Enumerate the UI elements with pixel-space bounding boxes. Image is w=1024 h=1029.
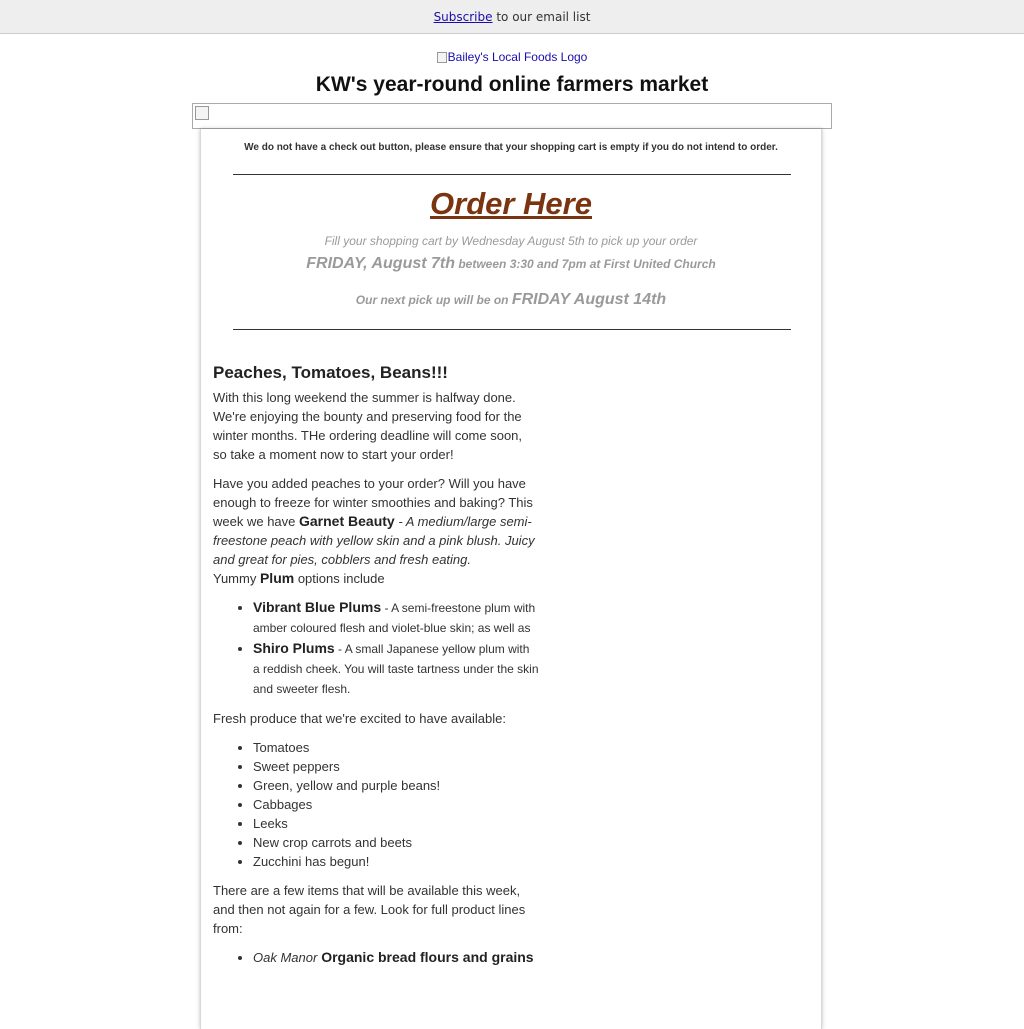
peach-paragraph (213, 474, 539, 588)
list-item: • Tomatoes (253, 738, 539, 757)
plum-word: Plum (259, 570, 295, 586)
next-pickup-prefix: Our next pick up will be on (355, 293, 512, 307)
peach-description: - A medium/large semi-freestone peach with yellow skin and a pink blush. Juicy and great for pies, cobblers and fresh eating. (213, 514, 535, 567)
subscribe-bar (0, 0, 1024, 34)
broken-image-icon (195, 106, 209, 120)
pickup-details: between 3:30 and 7pm at First United Church (455, 257, 716, 271)
divider (233, 174, 791, 175)
few-items-paragraph: There are a few items that will be available this week, and then not again for a few. Look for full product lines from: (213, 883, 526, 936)
order-here-link[interactable]: Order Here (430, 186, 592, 221)
plum-description: - A semi-freestone plum with amber coloured flesh and violet-blue skin; as well as (253, 601, 536, 635)
plum-name: Vibrant Blue Plums (253, 599, 382, 615)
pickup-day: FRIDAY, August 7th (306, 255, 456, 272)
list-item: • Zucchini has begun! (253, 852, 539, 871)
newsletter-body (200, 129, 822, 1029)
broken-image-icon (437, 52, 447, 63)
list-item: • New crop carrots and beets (253, 833, 539, 852)
article-heading: Peaches, Tomatoes, Beans!!! (213, 363, 448, 382)
pickup-info (201, 253, 821, 275)
plum-list (213, 598, 539, 699)
subscribe-bar-text: to our email list (492, 10, 591, 24)
list-item: • Leeks (253, 814, 539, 833)
product-source: Oak Manor (253, 950, 318, 965)
peach-text: Have you added peaches to your order? Will you have enough to freeze for winter smoothies and baking? This week we have (213, 476, 533, 529)
next-pickup-day: FRIDAY August 14th (511, 291, 667, 308)
checkout-notice: We do not have a check out button, please ensure that your shopping cart is empty if you do not intend to order. (244, 142, 778, 153)
produce-list (213, 738, 539, 871)
next-pickup-info (201, 289, 821, 311)
plum-description: - A small Japanese yellow plum with a reddish cheek. You will taste tartness under the skin and sweeter flesh. (253, 642, 539, 696)
logo-alt-text: Bailey's Local Foods Logo (447, 50, 588, 64)
subscribe-link[interactable]: Subscribe (433, 10, 493, 24)
site-title: KW's year-round online farmers market (315, 73, 709, 96)
produce-intro: Fresh produce that we're excited to have available: (213, 711, 506, 726)
list-item: • Cabbages (253, 795, 539, 814)
plum-prefix: Yummy (213, 571, 260, 586)
divider (233, 329, 791, 330)
plum-name: Shiro Plums (253, 640, 335, 656)
banner-image (192, 103, 832, 129)
product-line-name: Organic bread flours and grains (317, 949, 534, 965)
article-intro: With this long weekend the summer is halfway done. We're enjoying the bounty and preserving food for the winter months. THe ordering deadline will come soon, so take a moment now to start your order! (213, 390, 523, 462)
site-logo[interactable] (0, 49, 1024, 65)
list-item: • Sweet peppers (253, 757, 539, 776)
list-item (253, 598, 539, 638)
list-item: • Green, yellow and purple beans! (253, 776, 539, 795)
article (213, 361, 539, 977)
list-item (253, 639, 539, 699)
order-deadline-text: Fill your shopping cart by Wednesday August 5th to pick up your order (324, 234, 698, 248)
peach-variety-name: Garnet Beauty (299, 513, 395, 529)
order-heading (201, 184, 821, 224)
product-lines-list (213, 948, 539, 967)
plum-suffix: options include (294, 571, 385, 586)
list-item (253, 948, 539, 967)
